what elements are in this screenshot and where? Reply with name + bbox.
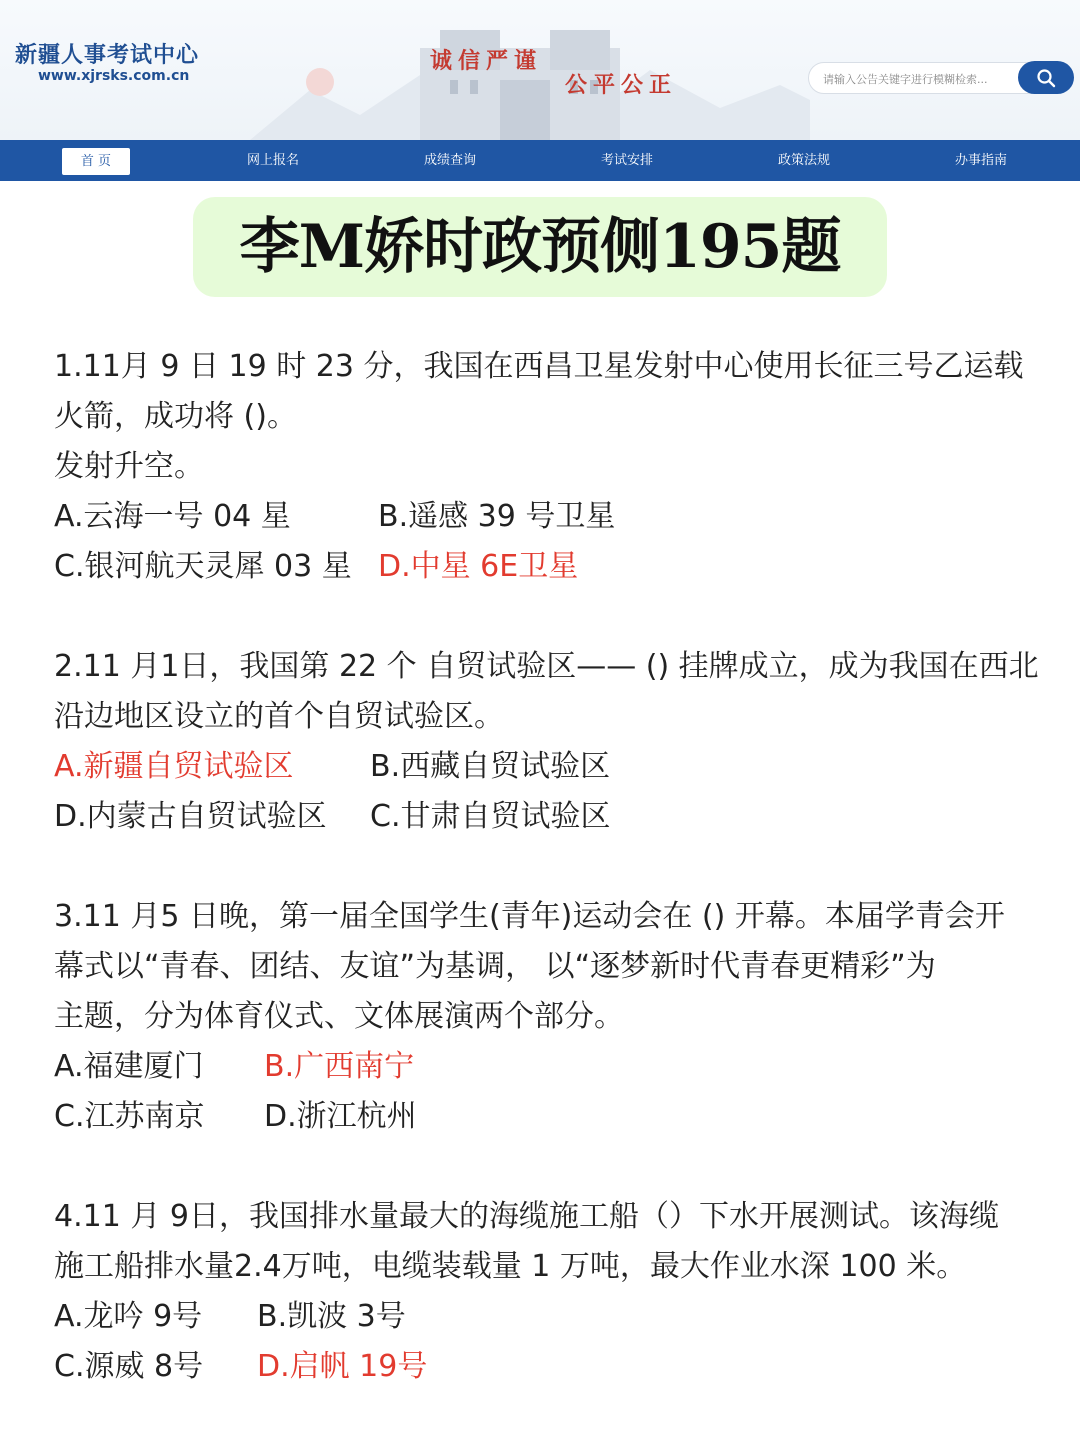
nav-item-exam-schedule[interactable]: 考试安排 bbox=[600, 153, 653, 168]
site-logo-url[interactable]: www.xjrsks.com.cn bbox=[38, 68, 190, 84]
page-title: 李M娇时政预侧195题 bbox=[239, 212, 841, 282]
question-line: 3.11 月5 日晚，第一届全国学生(青年)运动会在 () 开幕。本届学青会开 bbox=[54, 899, 1005, 934]
question-3-option-c: C.江苏南京 bbox=[54, 1099, 205, 1134]
slogan-line-2: 公平公正 bbox=[565, 72, 678, 98]
question-2-option-c: C.甘肃自贸试验区 bbox=[370, 799, 611, 834]
search-placeholder: 请输入公告关键字进行模糊检索... bbox=[823, 73, 988, 86]
question-3-option-b-correct: B.广西南宁 bbox=[264, 1049, 415, 1084]
question-2-option-b: B.西藏自贸试验区 bbox=[370, 749, 611, 784]
question-2-stem bbox=[54, 642, 1039, 742]
nav-item-online-registration[interactable]: 网上报名 bbox=[246, 153, 299, 168]
search-input[interactable] bbox=[808, 62, 1038, 94]
question-1-option-c: C.银河航天灵犀 03 星 bbox=[54, 549, 352, 584]
question-line: 1.11月 9 日 19 时 23 分，我国在西昌卫星发射中心使用长征三号乙运载 bbox=[54, 349, 1024, 384]
question-1-option-a: A.云海一号 04 星 bbox=[54, 499, 291, 534]
site-header bbox=[0, 0, 1080, 140]
search-icon bbox=[1036, 68, 1056, 88]
slogan-line-1: 诚信严谨 bbox=[430, 48, 543, 74]
question-1-option-d-correct: D.中星 6E卫星 bbox=[378, 549, 579, 584]
question-3-option-d: D.浙江杭州 bbox=[264, 1099, 417, 1134]
question-1-option-b: B.遥感 39 号卫星 bbox=[378, 499, 616, 534]
question-3-option-a: A.福建厦门 bbox=[54, 1049, 204, 1084]
question-line: 施工船排水量2.4万吨，电缆装载量 1 万吨，最大作业水深 100 米。 bbox=[54, 1249, 967, 1284]
question-line: 4.11 月 9日，我国排水量最大的海缆施工船（）下水开展测试。该海缆 bbox=[54, 1199, 999, 1234]
question-4-option-c: C.源威 8号 bbox=[54, 1349, 204, 1384]
question-4-option-a: A.龙吟 9号 bbox=[54, 1299, 203, 1334]
main-nav bbox=[0, 140, 1080, 181]
question-4-option-d-correct: D.启帆 19号 bbox=[257, 1349, 428, 1384]
question-4-option-b: B.凯波 3号 bbox=[257, 1299, 406, 1334]
site-logo-title[interactable]: 新疆人事考试中心 bbox=[15, 43, 200, 68]
city-gate-illustration bbox=[250, 20, 810, 140]
nav-item-home[interactable]: 首 页 bbox=[62, 148, 130, 175]
nav-item-policies[interactable]: 政策法规 bbox=[777, 153, 830, 168]
question-2-option-d: D.内蒙古自贸试验区 bbox=[54, 799, 327, 834]
question-2-option-a-correct: A.新疆自贸试验区 bbox=[54, 749, 294, 784]
title-banner bbox=[193, 197, 887, 297]
question-3-stem bbox=[54, 892, 1005, 1042]
question-line: 幕式以“青春、团结、友谊”为基调， 以“逐梦新时代青春更精彩”为 bbox=[54, 949, 936, 984]
question-line: 发射升空。 bbox=[54, 449, 204, 484]
question-4-stem bbox=[54, 1192, 999, 1292]
question-1-stem bbox=[54, 342, 1023, 492]
nav-item-guide[interactable]: 办事指南 bbox=[954, 153, 1007, 168]
question-line: 火箭，成功将 ()。 bbox=[54, 399, 297, 434]
question-line: 主题，分为体育仪式、文体展演两个部分。 bbox=[54, 999, 624, 1034]
question-line: 沿边地区设立的首个自贸试验区。 bbox=[54, 699, 504, 734]
question-line: 2.11 月1日，我国第 22 个 自贸试验区—— () 挂牌成立，成为我国在西北 bbox=[54, 649, 1039, 684]
search-button[interactable] bbox=[1018, 61, 1074, 94]
nav-item-score-query[interactable]: 成绩查询 bbox=[423, 153, 476, 168]
